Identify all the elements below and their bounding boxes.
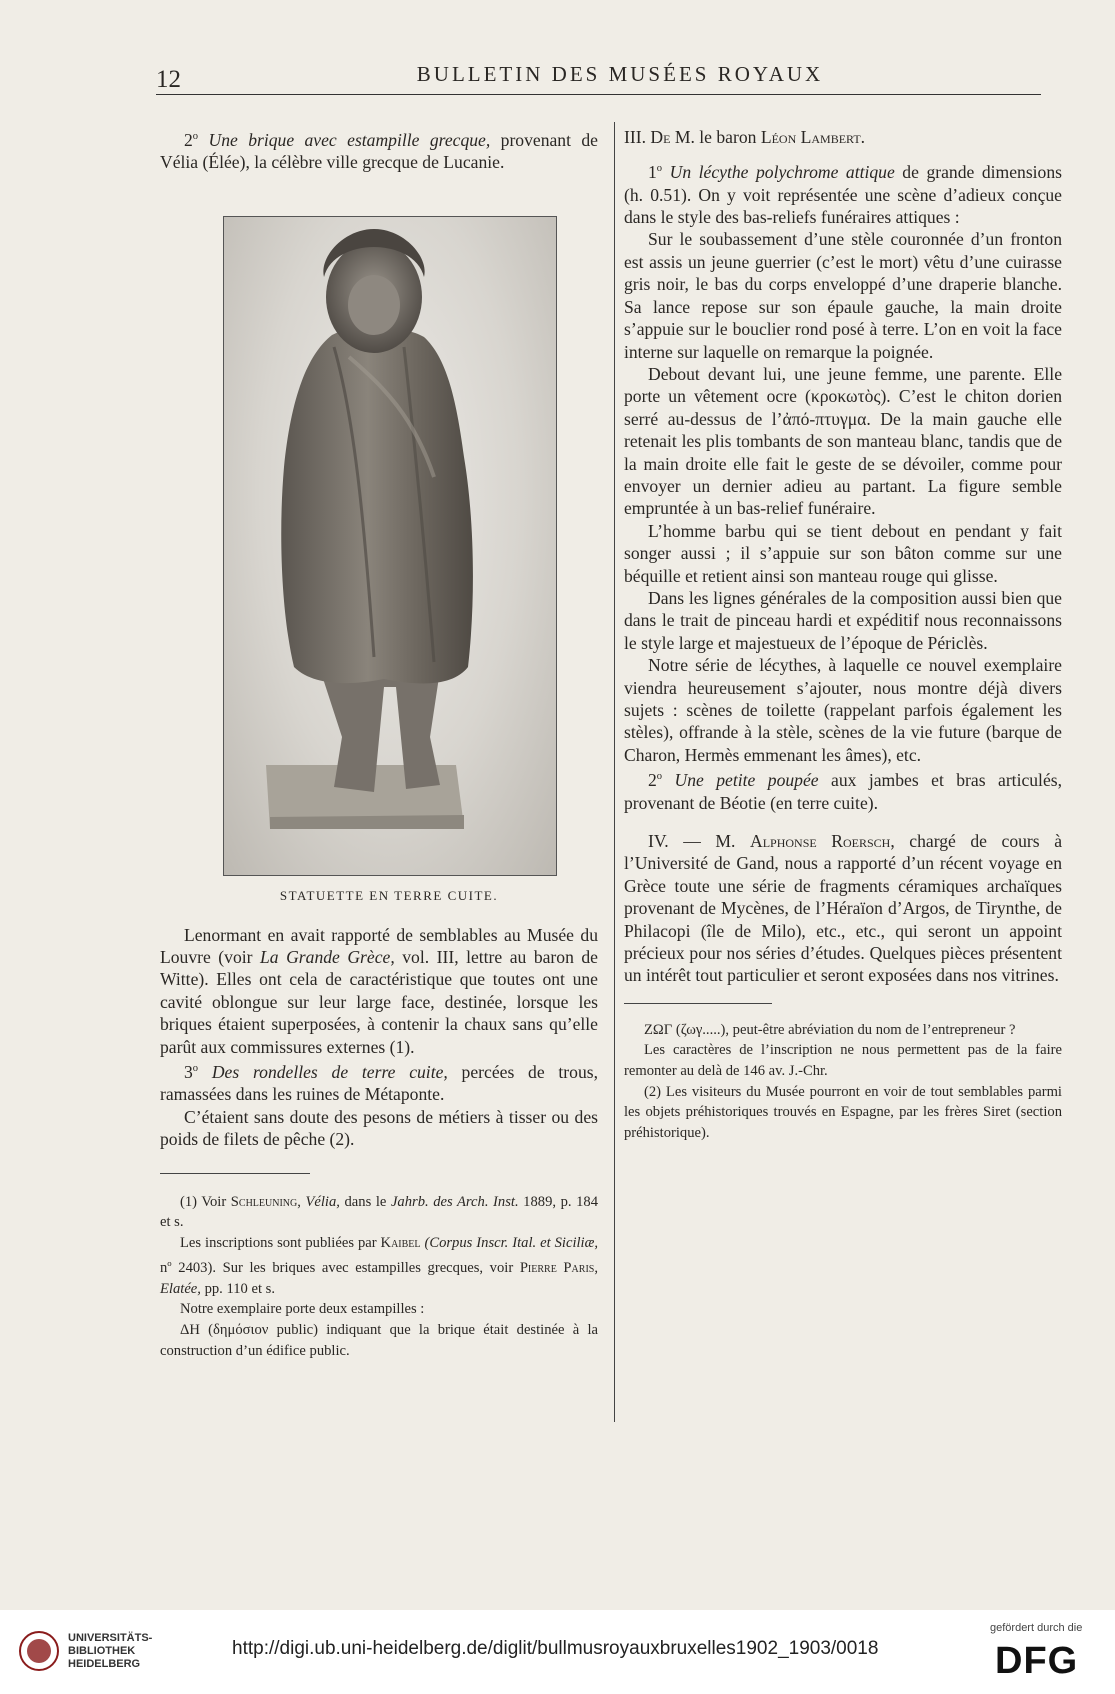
institution-line-2: BIBLIOTHEK (68, 1645, 136, 1657)
paragraph-lecythe: 1$^o$ Un lécythe polychrome attique de grande dimensions (h. 0.51). On y voit représentée une scène d’adieux conçue dans le style des bas-reliefs funéraires attiques : (624, 162, 1062, 228)
digitization-footer (0, 1610, 1115, 1694)
footnote-rule-left (160, 1173, 310, 1174)
institution-line-1: UNIVERSITÄTS- (68, 1632, 153, 1644)
footnote-1-inscriptions: Les inscriptions sont publiées par Kaibel (Corpus Inscr. Ital. et Siciliæ, $n^o$ 2403). Sur les briques avec estampilles grecques, voir Pierre Paris, Elatée, pp. 110 et s. (160, 1234, 598, 1297)
footnote-rule-right (624, 1003, 772, 1004)
institution-name (68, 1632, 152, 1671)
footnote-1-dh: ΔΗ (δημόσιον public) indiquant que la brique était destinée à la construction d’un édifice public. (160, 1322, 598, 1359)
footnote-1-estampilles: Notre exemplaire porte deux estampilles : (180, 1301, 425, 1318)
paragraph-poupee: 2$^o$ Une petite poupée aux jambes et bras articulés, provenant de Béotie (en terre cuite). (624, 770, 1062, 813)
sponsor-label: gefördert durch die (990, 1622, 1083, 1634)
institution-line-3: HEIDELBERG (68, 1658, 141, 1670)
paragraph-debout: Debout devant lui, une jeune femme, une parente. Elle porte un vêtement ocre (κροκωτὸς). C’est le chiton dorien serré au-dessus de l’ἀπό-πτυγμα. De la main gauche elle retenait les plis tombants de son manteau blanc, tandis que de la main droite elle fait le geste de se dévoiler, comme pour envoyer un dernier adieu au partant. La figure semble empruntée à un bas-relief funéraire. (624, 363, 1062, 519)
paragraph-composition: Dans les lignes générales de la composition aussi bien que dans le trait de pinceau hardi et expéditif nous reconnaissons le style large et majestueux de l’époque de Périclès. (624, 587, 1062, 653)
dfg-logo: DFG (995, 1640, 1079, 1682)
footnote-zog: ΖΩΓ (ζωγ.....), peut-être abréviation du nom de l’entrepreneur ? (644, 1021, 1016, 1038)
paragraph-homme-barbu: L’homme barbu qui se tient debout en pendant y fait songer aussi ; il s’appuie sur son bâton comme sur une béquille et retient ainsi son manteau rouge qui glisse. (624, 520, 1062, 586)
left-column (160, 126, 598, 1361)
figure-caption: STATUETTE EN TERRE CUITE. (279, 887, 499, 903)
header-rule (156, 94, 1041, 95)
column-divider (614, 122, 615, 1422)
statuette-figure (223, 216, 557, 876)
footnote-1: (1) Voir Schleuning, Vélia, dans le Jahrb. des Arch. Inst. 1889, p. 184 et s. (160, 1193, 598, 1231)
paragraph-brique: 2$^o$ Une brique avec estampille grecque, provenant de Vélia (Élée), la célèbre ville grecque de Lucanie. (160, 129, 598, 173)
statuette-photo (224, 217, 556, 875)
university-seal-icon (18, 1630, 60, 1672)
paragraph-soubassement: Sur le soubassement d’une stèle couronnée d’un fronton est assis un jeune guerrier (c’est le mort) vêtu d’une cuirasse gris noir, le bas du corps enveloppé d’une draperie blanche. Sa lance repose sur son épaule gauche, la main droite s’appuie sur le bouclier rond posé à terre. L’on en voit la face interne sur laquelle on remarque la poignée. (624, 229, 1062, 362)
paragraph-pesons: C’étaient sans doute des pesons de métiers à tisser ou des poids de filets de pêche (2). (160, 1106, 598, 1150)
footnote-caracteres: Les caractères de l’inscription ne nous permettent pas de la faire remonter au delà de 146 av. J.-Chr. (624, 1042, 1062, 1079)
right-column (624, 126, 1062, 1143)
paragraph-rondelles: 3$^o$ Des rondelles de terre cuite, percées de trous, ramassées dans les ruines de Métaponte. (160, 1061, 598, 1105)
permalink-url[interactable]: http://digi.ub.uni-heidelberg.de/diglit/bullmusroyauxbruxelles1902_1903/0018 (232, 1638, 879, 1659)
running-header: BULLETIN DES MUSÉES ROYAUX (416, 62, 824, 86)
paragraph-lenormant: Lenormant en avait rapporté de semblables au Musée du Louvre (voir La Grande Grèce, vol. III, lettre au baron de Witte). Elles ont cela de caractéristique que toutes ont une cavité oblongue sur leur large face, destinée, lorsque les briques étaient superposées, à contenir la chaux sans qu’elle parût aux commissures externes (1). (160, 924, 598, 1057)
section-iv-roersch: IV. — M. Alphonse Roersch, chargé de cours à l’Université de Gand, nous a rapporté d’un récent voyage en Grèce toute une série de fragments céramiques archaïques provenant de Mycènes, de l’Héraïon d’Argos, de Tirynthe, de Philacopi (île de Milo), etc., etc., qui seront un appoint précieux pour nos séries d’études. Quelques pièces présentent un intérêt tout particulier et seront exposées dans nos vitrines. (624, 830, 1062, 986)
page-number: 12 (156, 66, 181, 93)
section-iii-heading: III. De M. le baron Léon Lambert. (624, 127, 866, 147)
footnote-2: (2) Les visiteurs du Musée pourront en voir de tout semblables parmi les objets préhistoriques trouvés en Espagne, par les frères Siret (section préhistorique). (624, 1083, 1062, 1141)
paragraph-serie-lecythes: Notre série de lécythes, à laquelle ce nouvel exemplaire viendra heureusement s’ajouter, nous montre déjà divers sujets : scènes de toilette (rappelant parfois également les stèles), offrande à la stèle, scènes de la vie future (barque de Charon, Hermès emmenant les âmes), etc. (624, 655, 1062, 765)
